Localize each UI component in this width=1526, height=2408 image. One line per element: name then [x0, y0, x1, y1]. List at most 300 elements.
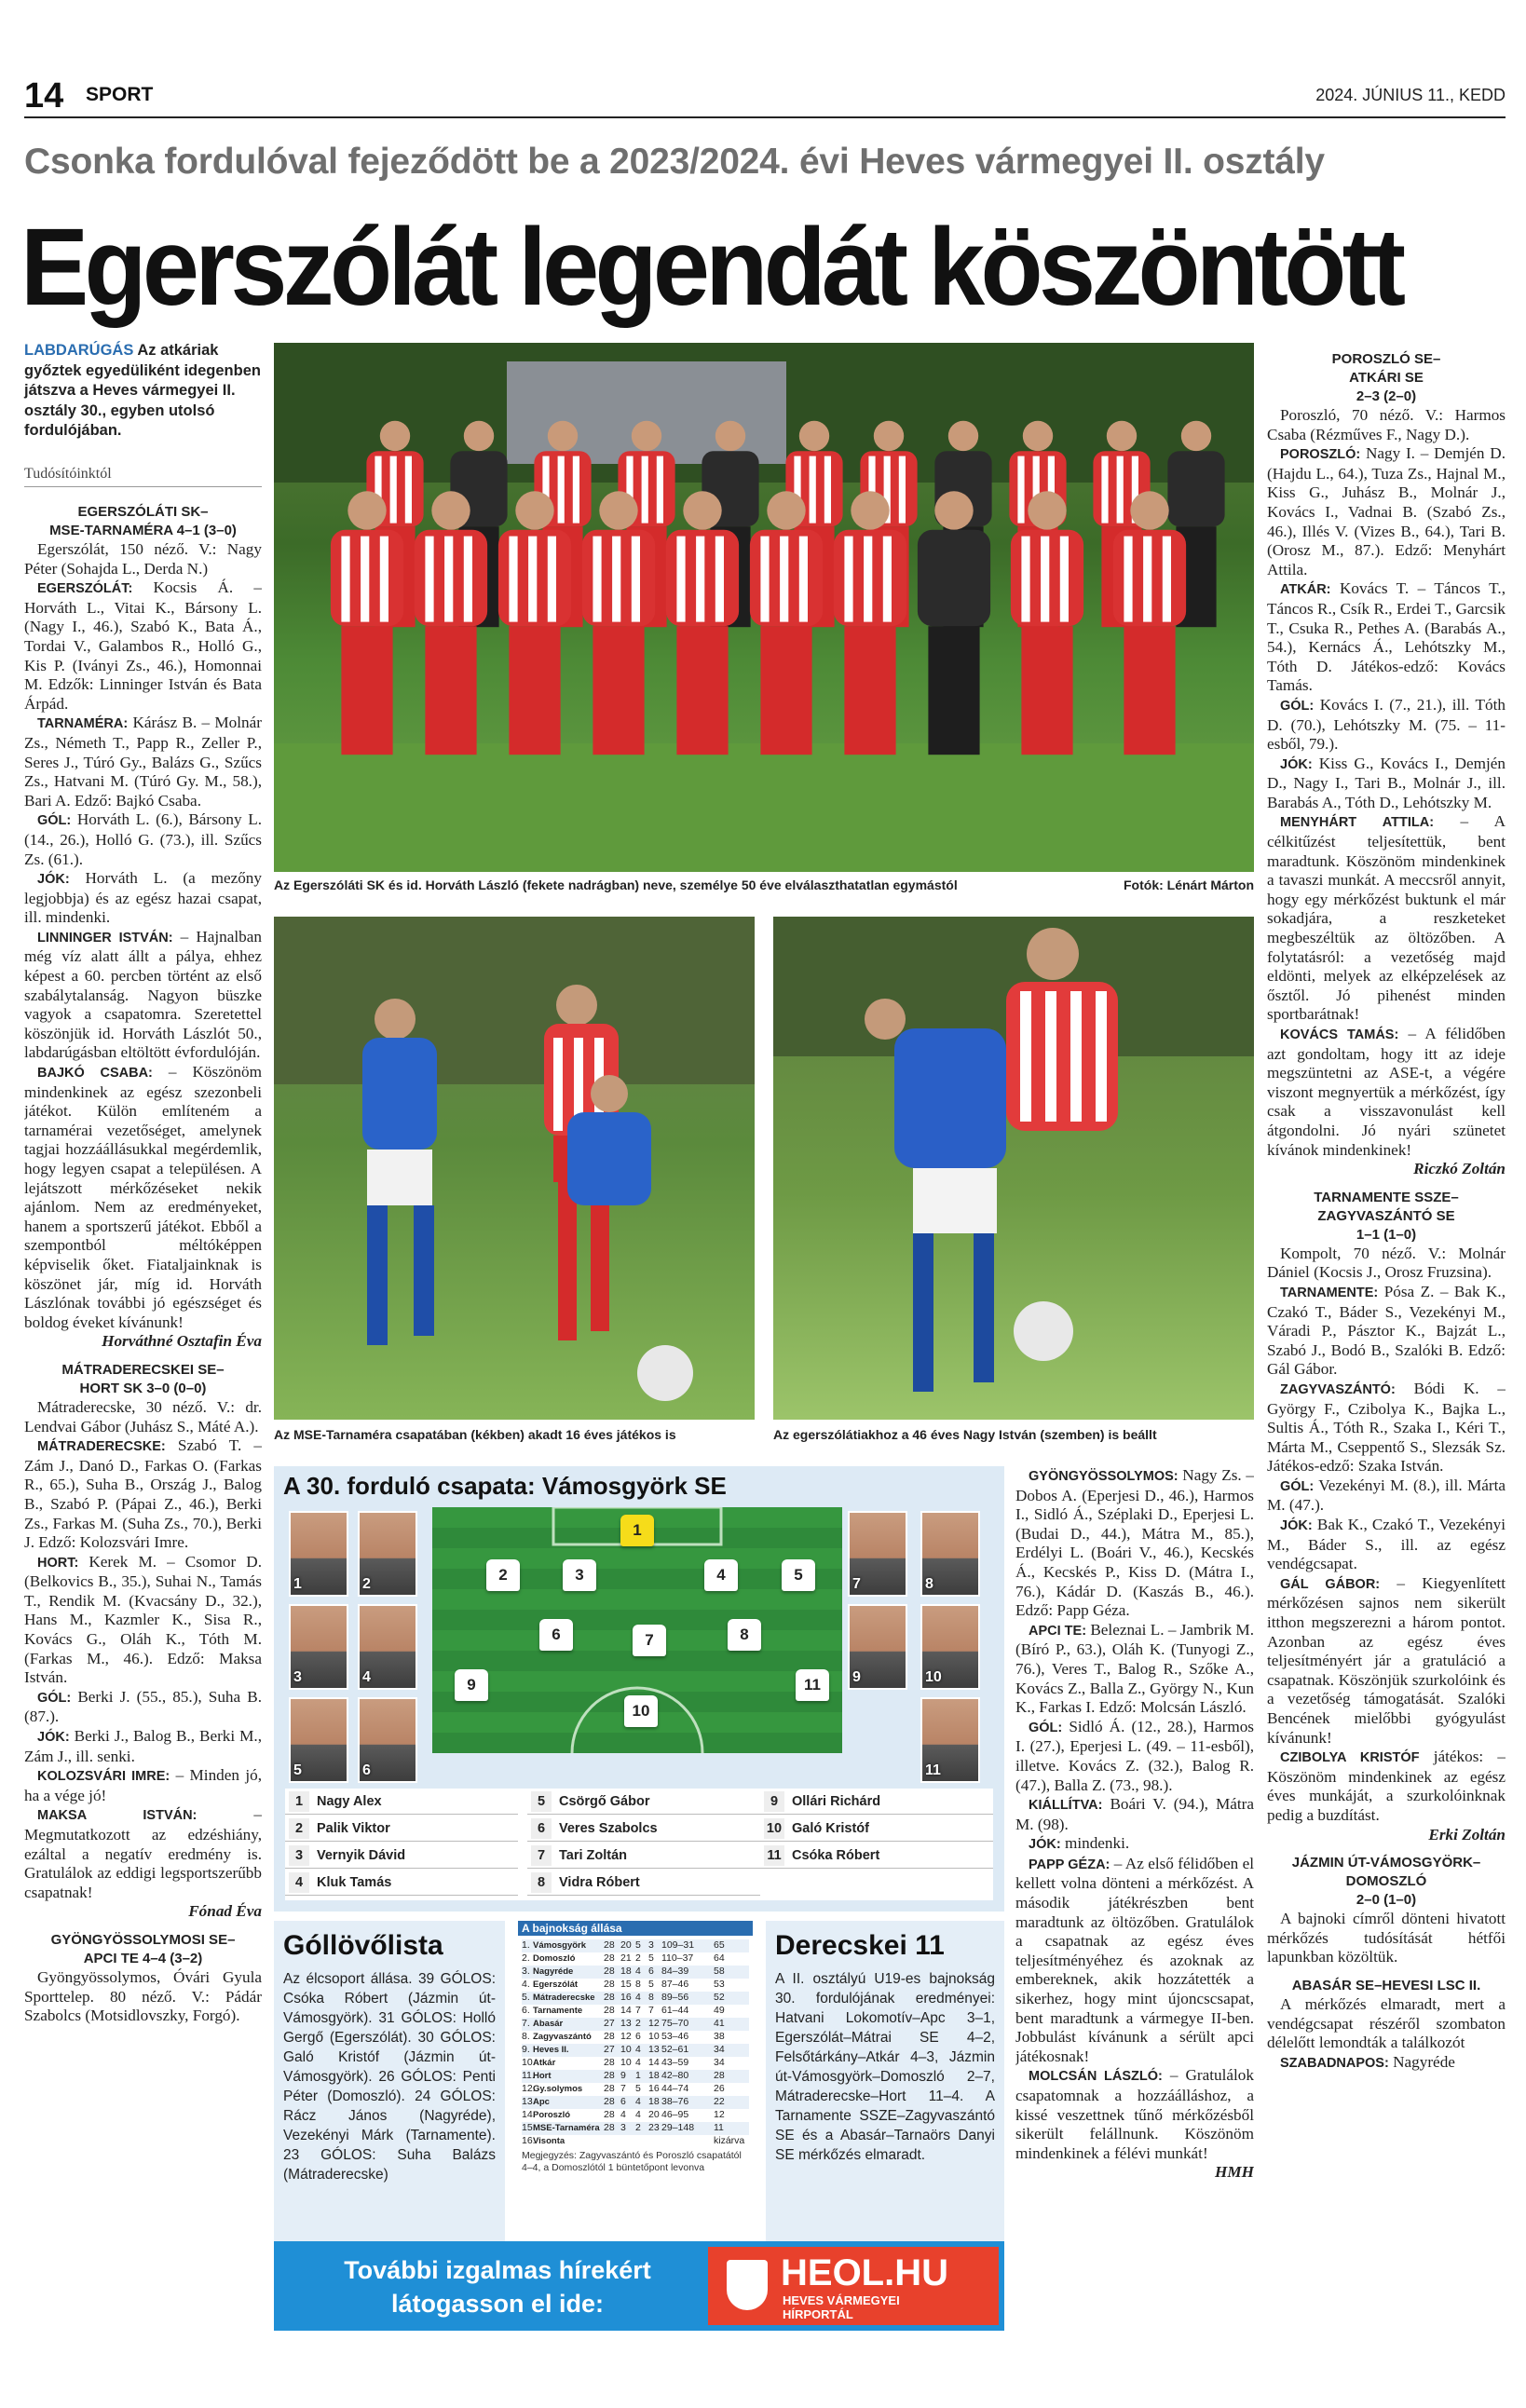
paragraph-lead-in: JÓK:	[1280, 1518, 1313, 1534]
paragraph-lead-in: GÁL GÁBOR:	[1280, 1576, 1381, 1592]
standings-cell: 8	[635, 1979, 641, 1990]
derecskei-text: A II. osztályú U19-es bajnokság 30. fordulójának eredményei: Hatvani Lokomotív–Apc 3–1, Egerszólát–Mátrai SE 4–2, Felsőtárkány–Atkár 4–3, Jázmin út-Vámosgyörk–Domoszló 2–7, Mátraderecske–Hort 11–4. A Tarnamente SSZE–Zagyvaszántó SE és a Abasár–Tarnaörs Danyi SE mérkőzés elmaradt.	[775, 1971, 995, 2163]
standings-row	[522, 2044, 749, 2057]
standings-cell: 11.	[522, 2070, 535, 2081]
paragraph-text: Pósa Z. – Bak K., Czakó T., Báder S., Vezekényi M., Váradi P., Pásztor K., Bajzát L., Szabó J., Bodó B., Szalóki B. Edző: Gál Gábor.	[1267, 1282, 1506, 1379]
standings-row	[522, 2122, 749, 2135]
paragraph	[24, 578, 262, 714]
standings-cell: 43–59	[661, 2057, 689, 2068]
paragraph	[1267, 1748, 1506, 1825]
standings-table	[522, 1939, 749, 2150]
standings-cell: 28	[604, 2083, 615, 2094]
standings-cell: 12	[620, 2031, 632, 2042]
issue-date: 2024. JÚNIUS 11., KEDD	[1315, 86, 1506, 104]
player-number: 8	[531, 1872, 552, 1893]
standings-cell: 6	[620, 2096, 626, 2107]
standings-cell: 28	[604, 2005, 615, 2016]
paragraph	[24, 540, 262, 578]
paragraph	[1267, 1910, 1506, 1967]
paragraph	[1267, 1245, 1506, 1283]
promo-sub-2: HÍRPORTÁL	[783, 2307, 853, 2321]
team-of-round-player	[760, 1816, 993, 1842]
paragraph	[24, 928, 262, 1063]
standings-cell: Hort	[533, 2071, 552, 2081]
portrait-1: 1	[289, 1511, 348, 1597]
standings-cell: 61–44	[661, 2005, 689, 2016]
standings-cell: 44–74	[661, 2083, 689, 2094]
team-of-round-player	[527, 1870, 760, 1896]
standings-row	[522, 2070, 749, 2083]
pitch-shirt-2: 2	[486, 1559, 520, 1591]
standings-note: Megjegyzés: Zagyvaszántó és Poroszló csapatától 4–4, a Domoszlótól 1 büntetőpont levonva	[522, 2150, 742, 2173]
standings-cell: 5	[635, 1939, 641, 1951]
standings-cell: 16	[648, 2083, 660, 2094]
paragraph-text: Boári V. (94.), Mátra M. (98).	[1015, 1795, 1254, 1833]
paragraph	[24, 714, 262, 810]
standings-cell: 7	[635, 2005, 641, 2016]
paragraph-text: Kovács I. (7., 21.), ill. Tóth D. (70.), Lehótszky M. (75. – 11-esből, 79.).	[1267, 695, 1506, 754]
left-action-photo	[274, 917, 755, 1420]
player-name: Ollári Richárd	[792, 1794, 881, 1809]
standings-cell: 13	[648, 2044, 660, 2055]
standings-cell: 38	[714, 2031, 725, 2042]
lead-tag: LABDARÚGÁS	[24, 342, 134, 359]
player-name: Csóka Róbert	[792, 1848, 880, 1863]
paragraph-lead-in: MAKSA ISTVÁN:	[37, 1808, 198, 1824]
paragraph-text: Bódi K. – György F., Czibolya K., Bajka L., Sultis Á., Tóth R., Szaka I., Kéri T., Márta M., Cseppentő S., Slezsák Sz. Játékos-edző: Szaka István.	[1267, 1379, 1506, 1476]
team-of-round-player	[527, 1843, 760, 1869]
reporter-signature: Fónad Éva	[188, 1902, 262, 1921]
paragraph-lead-in: KOVÁCS TAMÁS:	[1280, 1027, 1399, 1042]
standings-cell: kizárva	[714, 2135, 745, 2146]
paragraph	[24, 1805, 262, 1902]
standings-row	[522, 2018, 749, 2031]
paragraph	[1267, 406, 1506, 444]
standings-cell: 15	[620, 1979, 632, 1990]
promo-brand: HEOL.HU	[781, 2252, 948, 2293]
pitch-shirt-9: 9	[455, 1669, 488, 1701]
standings-cell: 75–70	[661, 2018, 689, 2029]
paragraph	[24, 1688, 262, 1727]
standings-row	[522, 1992, 749, 2005]
portrait-5: 5	[289, 1697, 348, 1783]
standings-cell: 5	[648, 1979, 654, 1990]
paragraph-text: Berki J. (55., 85.), Suha B. (87.).	[24, 1687, 262, 1726]
pitch-shirt-8: 8	[728, 1619, 761, 1651]
standings-cell: 13.	[522, 2096, 536, 2107]
paragraph-lead-in: GÓL:	[1280, 698, 1315, 714]
standings-row	[522, 2057, 749, 2070]
standings-cell: 2	[635, 2018, 641, 2029]
standings-cell: 9	[620, 2070, 626, 2081]
paragraph	[1267, 1283, 1506, 1380]
standings-cell: 22	[714, 2096, 725, 2107]
paragraph	[24, 810, 262, 869]
team-of-round-player	[760, 1789, 993, 1815]
paragraph-text: Kiss G., Kovács I., Demjén D., Nagy I., Tari B., Molnár J., ill. Barabás A., Tóth D., Lehótszky M.	[1267, 754, 1506, 811]
team-of-round-player	[527, 1816, 760, 1842]
paragraph-text: A bajnoki címről dönteni hivatott mérkőzés tudósítását hétfői lapunkban közöltük.	[1267, 1910, 1506, 1966]
standings-cell: 28	[604, 2031, 615, 2042]
paragraph-text: A mérkőzés elmaradt, mert a vendégcsapat részéről szombaton délelőtt lemondták a találkozót	[1267, 1994, 1506, 2052]
standings-cell: 41	[714, 2018, 725, 2029]
paragraph	[24, 1436, 262, 1553]
goalscorers-title: Góllövőlista	[283, 1930, 443, 1961]
paragraph-lead-in: GÓL:	[37, 1690, 72, 1706]
standings-cell: 28	[604, 1939, 615, 1951]
standings-cell: 6.	[522, 2005, 530, 2016]
team-photo	[274, 343, 1254, 872]
standings-cell: 28	[604, 2096, 615, 2107]
standings-cell: 5	[635, 2083, 641, 2094]
standings-box	[518, 1921, 753, 2238]
standings-cell: 20	[620, 1939, 632, 1951]
standings-cell: 7	[648, 2005, 654, 2016]
player-name: Palik Viktor	[317, 1821, 390, 1836]
standings-cell: 28	[604, 1979, 615, 1990]
paragraph-lead-in: BAJKÓ CSABA:	[37, 1066, 153, 1082]
pitch-shirt-1: 1	[620, 1515, 654, 1546]
standings-cell: 65	[714, 1939, 725, 1951]
standings-cell: 42–80	[661, 2070, 689, 2081]
pitch-shirt-6: 6	[539, 1619, 573, 1651]
standings-cell: 34	[714, 2044, 725, 2055]
standings-cell: 18	[648, 2096, 660, 2107]
headline: Egerszólát legendát köszöntött	[20, 206, 1402, 329]
paragraph-text: Vezekényi M. (8.), ill. Márta M. (47.).	[1267, 1476, 1506, 1515]
paragraph-text: Beleznai L. – Jambrik M. (Bíró P., 63.), Oláh K. (Tunyogi Z., 76.), Veres T., Balog R., Szőke A., Kovács Z., Balla Z., György N., Kun K., Farkas I. Edző: Molcsán László.	[1015, 1620, 1254, 1717]
paragraph-lead-in: POROSZLÓ:	[1280, 447, 1361, 463]
paragraph-text: – Kiegyenlített mérkőzésen sajnos nem sikerült itthon megszerezni a három pontot. Azonban az egész éves teljesítményért jár a gratuláció a csapatnak. Köszönjük szurkolóink és a vezetőség támogatását. Szalóki Bencének mielőbbi gyógyulást kívánunk!	[1267, 1573, 1506, 1747]
paragraph-text: – Minden jó, ha a vége jó!	[24, 1766, 262, 1804]
portrait-7: 7	[848, 1511, 907, 1597]
paragraph	[1267, 2053, 1506, 2074]
paragraph	[1267, 1516, 1506, 1574]
team-of-round-player	[285, 1789, 518, 1815]
standings-cell: 6	[648, 1966, 654, 1977]
standings-cell: 3.	[522, 1966, 530, 1977]
team-of-round-names	[285, 1789, 993, 1900]
standings-row	[522, 2109, 749, 2122]
standings-cell: 13	[620, 2018, 632, 2029]
standings-cell: 109–31	[661, 1939, 695, 1951]
player-number: 11	[764, 1845, 784, 1866]
paragraph-text: Egerszólát, 150 néző. V.: Nagy Péter (Sohajda L., Derda N.)	[24, 540, 262, 578]
team-of-round-player	[285, 1843, 518, 1869]
standings-cell: Abasár	[533, 2019, 564, 2029]
standings-cell: 23	[648, 2122, 660, 2133]
standings-cell: 46–95	[661, 2109, 689, 2120]
standings-cell: 21	[620, 1952, 632, 1964]
paragraph-text: – A félidőben azt gondoltam, hogy itt az ideje megszüntetni az ASE-t, a végére viszont megnyertük a mérkőzést, így csak a visszavonulást kell átgondolni. Jó nyári szünetet kívánok mindenkinek!	[1267, 1025, 1506, 1159]
article-column-4	[1267, 341, 1506, 2394]
paragraph-text: Kompolt, 70 néző. V.: Molnár Dániel (Kocsis J., Orosz Fruzsina).	[1267, 1244, 1506, 1282]
player-number: 9	[764, 1791, 784, 1812]
paragraph-lead-in: LINNINGER ISTVÁN:	[37, 930, 173, 946]
right-photo-caption: Az egerszólátiakhoz a 46 éves Nagy István (szemben) is beállt	[773, 1427, 1157, 1442]
team-of-round-player	[760, 1843, 993, 1869]
paragraph-lead-in: KIÁLLÍTVA:	[1029, 1798, 1103, 1814]
paragraph	[1267, 579, 1506, 696]
paragraph-lead-in: JÓK:	[1029, 1837, 1061, 1853]
standings-cell: 12	[714, 2109, 725, 2120]
standings-cell: 28	[604, 2109, 615, 2120]
standings-row	[522, 1979, 749, 1992]
team-of-round-player	[285, 1870, 518, 1896]
standings-cell: Egerszólát	[533, 1979, 579, 1990]
header-rule	[24, 116, 1506, 118]
paragraph-lead-in: TARNAMÉRA:	[37, 716, 129, 732]
standings-cell: 15.	[522, 2122, 536, 2133]
paragraph	[1267, 1380, 1506, 1476]
paragraph-lead-in: GYÖNGYÖSSOLYMOS:	[1029, 1469, 1179, 1484]
paragraph	[1015, 1466, 1254, 1621]
paragraph	[1015, 2066, 1254, 2163]
lead-paragraph	[24, 341, 262, 442]
paragraph-lead-in: GÓL:	[1029, 1720, 1063, 1735]
photo-credit: Fotók: Lénárt Márton	[1124, 877, 1254, 892]
team-of-round-title: A 30. forduló csapata: Vámosgyörk SE	[283, 1472, 727, 1500]
portrait-11: 11	[920, 1697, 980, 1783]
standings-cell: 110–37	[661, 1952, 694, 1964]
standings-cell: 11	[714, 2122, 724, 2133]
paragraph-text: Sidló Á. (12., 28.), Harmos I. (27.), Eperjesi L. (49. – 11-esből), illetve. Kovács Z. (32.), Balog R. (47.), Balla Z. (73., 98.).	[1015, 1717, 1254, 1794]
standings-cell: 5.	[522, 1992, 530, 2003]
standings-row	[522, 2005, 749, 2018]
shield-icon	[727, 2260, 768, 2310]
standings-cell: 34	[714, 2057, 725, 2068]
portrait-3: 3	[289, 1604, 348, 1690]
match-heading: TARNAMENTE SSZE– ZAGYVASZÁNTÓ SE 1–1 (1–0)	[1314, 1189, 1459, 1243]
pitch-shirt-5: 5	[782, 1559, 815, 1591]
paragraph-lead-in: MÁTRADERECSKE:	[37, 1439, 166, 1455]
paragraph-lead-in: MENYHÁRT ATTILA:	[1280, 815, 1435, 831]
standings-cell: 52	[714, 1992, 725, 2003]
left-photo-caption: Az MSE-Tarnaméra csapatában (kékben) akadt 16 éves játékos is	[274, 1427, 676, 1442]
standings-cell: Apc	[533, 2097, 550, 2107]
paragraph-text: Kerek M. – Csomor D. (Belkovics B., 35.), Suhai N., Tamás T., Rendik M. (Kvacsány D., 32.), Hans M., Kazmler K., Sisa R., Kovács G., Oláh K., Tóth M. (Farkas M., 46.). Edző: Maksa István.	[24, 1552, 262, 1687]
reporter-signature: Riczkó Zoltán	[1413, 1160, 1506, 1178]
standings-cell: 28	[604, 1952, 615, 1964]
right-action-photo	[773, 917, 1254, 1420]
paragraph-text: Berki J., Balog B., Berki M., Zám J., ill. senki.	[24, 1727, 262, 1765]
player-name: Nagy Alex	[317, 1794, 382, 1809]
portrait-10: 10	[920, 1604, 980, 1690]
portrait-4: 4	[358, 1604, 417, 1690]
paragraph-lead-in: SZABADNAPOS:	[1280, 2055, 1389, 2071]
standings-cell: Poroszló	[533, 2110, 571, 2120]
team-photo-art	[274, 343, 1254, 872]
paragraph	[24, 1968, 262, 2026]
reporter-signature: HMH	[1214, 2163, 1254, 2182]
paragraph	[1015, 1855, 1254, 2067]
paragraph	[24, 1063, 262, 1332]
standings-cell: 10	[620, 2057, 632, 2068]
paragraph-text: – Az első félidőben el kellett volna dönteni a mérkőzést. A második játékrészben bent maradtunk az öltözőben. Gratulálok a csapatnak az egész éves teljesítményéhez és azoknak az embereknek, akik hozzátették a sikerhez, hogy mint újoncscsapat, bent maradtunk a vármegye II-ben. Jobbulást kívánunk a sérült apci játékosnak!	[1015, 1854, 1254, 2065]
pitch-shirt-4: 4	[704, 1559, 738, 1591]
paragraph-text: Horváth L. (6.), Bársony L. (14., 26.), Holló G. (73.), ill. Szűcs Zs. (61.).	[24, 810, 262, 868]
standings-cell: 5	[648, 1952, 654, 1964]
standings-cell: 4	[635, 2057, 641, 2068]
paragraph-text: Szabó T. – Zám J., Danó D., Farkas O. (Farkas R., 65.), Suha B., Ország J., Balog B., Szabó P. (Pápai Z., 46.), Berki Zs., Farkas M. (Suha Zs., 70.), Berki J. Edző: Kolozsvári Imre.	[24, 1436, 262, 1552]
promo-logo-box[interactable]	[708, 2247, 999, 2325]
promo-text-1: További izgalmas hírekért	[344, 2256, 651, 2284]
standings-cell: 28	[714, 2070, 725, 2081]
paragraph	[24, 1553, 262, 1688]
standings-cell: 10.	[522, 2057, 536, 2068]
paragraph	[1267, 1574, 1506, 1748]
promo-banner[interactable]	[274, 2241, 1004, 2331]
standings-cell: 18	[648, 2070, 660, 2081]
player-number: 3	[289, 1845, 309, 1866]
goalscorers-box	[274, 1921, 505, 2293]
match-heading: ABASÁR SE–HEVESI LSC II.	[1291, 1977, 1481, 1993]
pitch-shirt-3: 3	[563, 1559, 596, 1591]
byline: Tudósítóinktól	[24, 466, 112, 482]
team-of-round-player	[527, 1789, 760, 1815]
standings-cell: 2.	[522, 1952, 530, 1964]
section-label: SPORT	[86, 84, 154, 105]
paragraph-text: – Megmutatkozott az edzéshiány, ezáltal a negatív eredmény is. Gratulálok az eddigi legsportszerűbb csapatnak!	[24, 1805, 262, 1901]
team-of-round-box	[274, 1466, 1004, 1911]
portrait-6: 6	[358, 1697, 417, 1783]
standings-cell: 14	[620, 2005, 632, 2016]
match-heading: JÁZMIN ÚT-VÁMOSGYÖRK– DOMOSZLÓ 2–0 (1–0)	[1291, 1855, 1481, 1909]
portrait-8: 8	[920, 1511, 980, 1597]
standings-cell: 29–148	[661, 2122, 695, 2133]
standings-cell: 16.	[522, 2135, 536, 2146]
paragraph	[1015, 1621, 1254, 1718]
paragraph-text: Gyöngyössolymos, Óvári Gyula Sporttelep. 80 néző. V.: Pádár Szabolcs (Motsidlovszky, Forgó).	[24, 1967, 262, 2025]
standings-cell: 3	[648, 1939, 654, 1951]
standings-cell: 58	[714, 1966, 725, 1977]
standings-cell: 4	[635, 2096, 641, 2107]
standings-cell: 53–46	[661, 2031, 689, 2042]
standings-cell: 1	[635, 2070, 641, 2081]
paragraph-lead-in: CZIBOLYA KRISTÓF	[1280, 1750, 1420, 1766]
standings-cell: 4	[635, 1992, 641, 2003]
standings-cell: 28	[604, 1992, 615, 2003]
standings-row	[522, 1952, 749, 1966]
paragraph-lead-in: GÓL:	[37, 813, 72, 829]
paragraph	[1267, 444, 1506, 579]
portrait-9: 9	[848, 1604, 907, 1690]
paragraph-text: Nagy Zs. – Dobos A. (Eperjesi D., 46.), Harmos I., Sidló Á., Széplaki D., Eperjesi L. (Budai D., 44.), Mátra M., 85.), Erdélyi L. (Boári V., 46.), Kecskés Á., Kecskés P., Kiss D. (Mátra I., 76.), Kádár D. (Kaszás B., 46.). Edző: Papp Géza.	[1015, 1466, 1254, 1620]
paragraph-lead-in: APCI TE:	[1029, 1623, 1087, 1639]
reporter-signature: Erki Zoltán	[1428, 1825, 1506, 1843]
paragraph	[1267, 1476, 1506, 1516]
paragraph-text: – A célkitűzést teljesítettük, bent maradtunk. Köszönöm mindenkinek a tavaszi munkát. A meccsről annyit, hogy egy mérkőzést buktunk el már sokadjára, a reszketeket megbeszéltük az öltözőben. A folytatásról: a vezetőség majd eldönti, melyek az elképzelések az ősztől. Jó pihenést minden sportbarátnak!	[1267, 812, 1506, 1024]
standings-row	[522, 2031, 749, 2044]
standings-cell: 2	[635, 1952, 641, 1964]
page-number: 14	[24, 76, 64, 116]
standings-cell: 52–61	[661, 2044, 689, 2055]
goalscorers-text: Az élcsoport állása. 39 GÓLOS: Csóka Róbert (Jázmin út-Vámosgyörk). 31 GÓLOS: Holló Gergő (Egerszólát). 30 GÓLOS: Galó Kristóf (Jázmin út-Vámosgyörk). 26 GÓLOS: Penti Péter (Domoszló). 24 GÓLOS: Rácz János (Nagyréde), Vezekényi Márk (Tarnamente). 23 GÓLOS: Suha Balázs (Mátraderecske)	[283, 1971, 496, 2183]
paragraph-lead-in: GÓL:	[1280, 1478, 1315, 1494]
paragraph-text: – Hajnalban még víz alatt állt a pálya, ehhez képest a 60. percben történt az első szabálytalanság. Nagyon büszke vagyok a csapatomra. Szeretettel köszönjük id. Horváth Lászlót 50., labdarúgásban eltöltött évfordulóján.	[24, 927, 262, 1062]
standings-cell: MSE-Tarnaméra	[533, 2123, 600, 2133]
standings-cell: 4	[635, 2109, 641, 2120]
standings-cell: Mátraderecske	[533, 1993, 595, 2003]
paragraph	[24, 869, 262, 928]
standings-cell: Vámosgyörk	[533, 1940, 587, 1951]
standings-cell: 27	[604, 2044, 615, 2055]
paragraph-text: játékos: – Köszönöm mindenkinek az egész éves munkáját, a szurkolóinknak pedig a buzdítást.	[1267, 1748, 1506, 1824]
pitch-shirt-7: 7	[633, 1625, 666, 1656]
standings-cell: 28	[604, 2070, 615, 2081]
standings-cell: 14.	[522, 2109, 536, 2120]
paragraph-lead-in: TARNAMENTE:	[1280, 1285, 1379, 1300]
standings-cell: 18	[620, 1966, 632, 1977]
article-column-3	[1015, 1466, 1254, 2394]
standings-cell: 84–39	[661, 1966, 689, 1977]
paragraph-text: Poroszló, 70 néző. V.: Harmos Csaba (Rézműves F., Nagy D.).	[1267, 406, 1506, 443]
team-of-round-player	[285, 1816, 518, 1842]
standings-cell: 4.	[522, 1979, 530, 1990]
paragraph	[1267, 1995, 1506, 2053]
standings-cell: 12.	[522, 2083, 536, 2094]
standings-cell: Heves II.	[533, 2045, 569, 2055]
paragraph	[24, 1727, 262, 1766]
right-action-art	[773, 917, 1254, 1420]
paragraph-text: Horváth L. (a mezőny legjobbja) és az egész hazai csapat, ill. mindenki.	[24, 869, 262, 927]
paragraph-text: – Köszönöm mindenkinek az egész szezonbeli játékot. Külön említeném a tarnamérai vezetőséget, amelynek tagjai hozzáállásukkal megérdemlik, hogy legyen csapat a településen. A lejátszott mérkőzéseket nekik ajánlom. Nem az eredményeket, hanem a sportszerű játékot. Ebből a szempontból méltóképpen képviselik őket. Fiataljainknak is köszönet jár, míg id. Horváth Lászlónak további jó egészséget és boldog éveket kívánunk!	[24, 1063, 262, 1331]
player-number: 2	[289, 1818, 309, 1839]
standings-row	[522, 1966, 749, 1979]
paragraph	[1267, 696, 1506, 755]
promo-sub-1: HEVES VÁRMEGYEI	[783, 2293, 900, 2307]
article-column-1	[24, 494, 262, 2394]
paragraph-text: Nagyréde	[1388, 2052, 1455, 2071]
match-heading: GYÖNGYÖSSOLYMOSI SE– APCI TE 4–4 (3–2)	[50, 1931, 236, 1966]
paragraph	[1267, 812, 1506, 1025]
paragraph	[24, 1766, 262, 1805]
standings-title: A bajnokság állása	[518, 1921, 753, 1936]
standings-row	[522, 2096, 749, 2109]
player-name: Vernyik Dávid	[317, 1848, 406, 1863]
player-number: 4	[289, 1872, 309, 1893]
player-name: Tari Zoltán	[559, 1848, 628, 1863]
pitch-shirt-10: 10	[624, 1695, 658, 1727]
standings-cell: 8.	[522, 2031, 530, 2042]
left-action-art	[274, 917, 755, 1420]
kicker: Csonka fordulóval fejeződött be a 2023/2024. évi Heves vármegyei II. osztály	[24, 142, 1325, 182]
standings-cell: 4	[620, 2109, 626, 2120]
player-name: Vidra Róbert	[559, 1875, 640, 1890]
standings-cell: 3	[620, 2122, 626, 2133]
paragraph-lead-in: JÓK:	[37, 1730, 70, 1746]
portrait-2: 2	[358, 1511, 417, 1597]
top-photo-caption: Az Egerszóláti SK és id. Horváth László (fekete nadrágban) neve, személye 50 éve elválaszthatatlan egymástól	[274, 877, 958, 892]
standings-cell: 10	[648, 2031, 660, 2042]
standings-cell: 38–76	[661, 2096, 689, 2107]
standings-cell: 4	[635, 2044, 641, 2055]
standings-cell: 4	[635, 1966, 641, 1977]
paragraph-text: mindenki.	[1060, 1834, 1130, 1853]
standings-cell: 26	[714, 2083, 725, 2094]
match-heading: EGERSZÓLÁTI SK– MSE-TARNAMÉRA 4–1 (3–0)	[49, 504, 237, 538]
paragraph	[1267, 1025, 1506, 1160]
derecskei-box	[766, 1921, 1004, 2293]
standings-cell: 87–46	[661, 1979, 689, 1990]
player-number: 6	[531, 1818, 552, 1839]
standings-cell: 28	[604, 1966, 615, 1977]
player-number: 10	[764, 1818, 784, 1839]
standings-cell: 53	[714, 1979, 725, 1990]
paragraph-lead-in: PAPP GÉZA:	[1029, 1857, 1110, 1872]
reporter-signature: Horváthné Osztafin Éva	[102, 1332, 262, 1351]
standings-cell: Zagyvaszántó	[533, 2032, 592, 2042]
